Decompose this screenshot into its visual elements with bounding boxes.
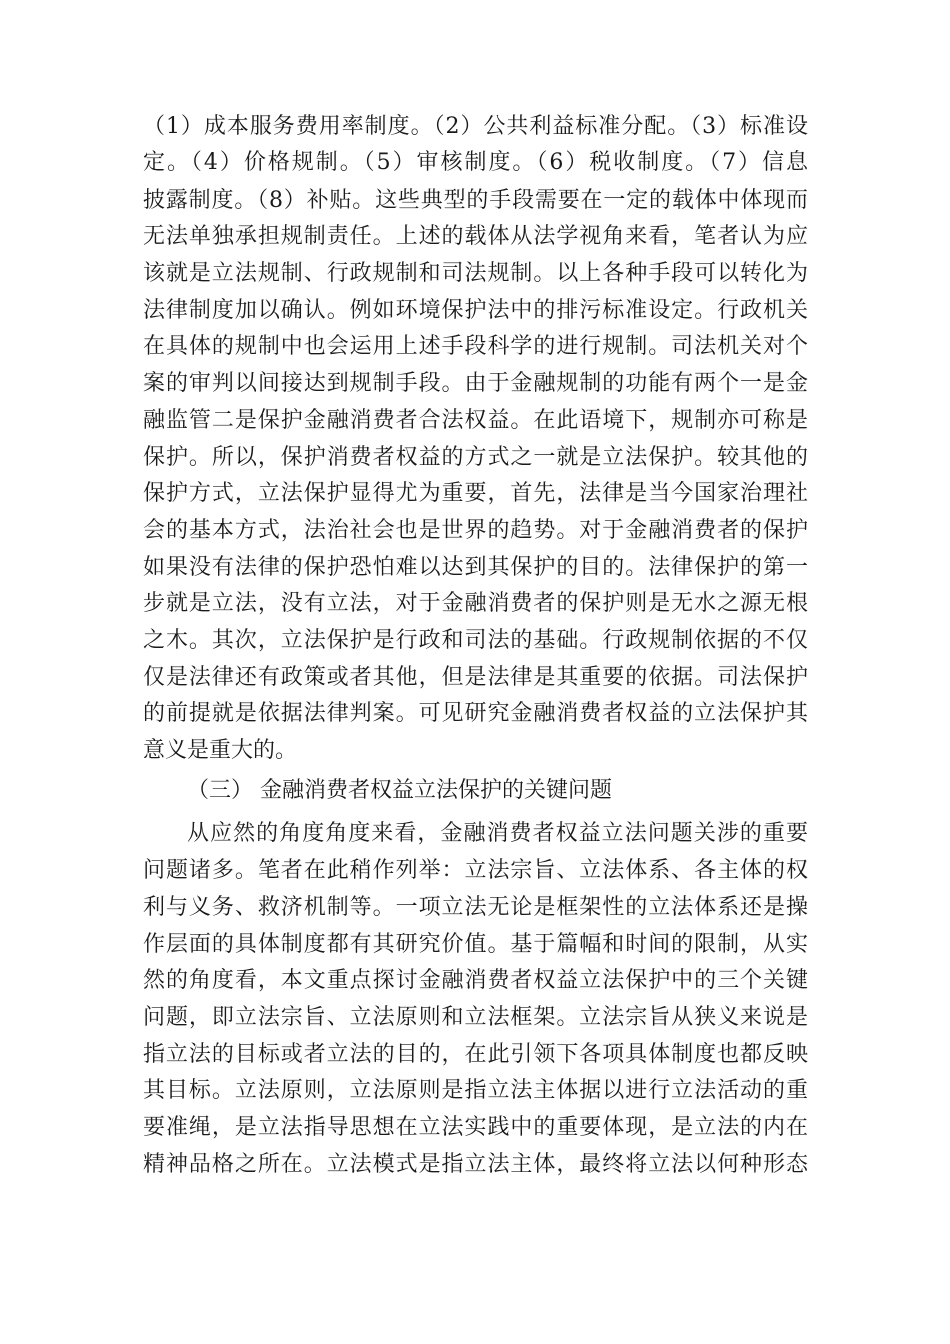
section-heading: （三） 金融消费者权益立法保护的关键问题 — [187, 778, 612, 803]
text-line: 精神品格之所在。立法模式是指立法主体，最终将立法以何种形态 — [143, 1152, 808, 1177]
text-line: 要准绳，是立法指导思想在立法实践中的重要体现，是立法的内在 — [143, 1115, 808, 1140]
text-line: 指立法的目标或者立法的目的，在此引领下各项具体制度也都反映 — [143, 1042, 808, 1067]
text-line: 该就是立法规制、行政规制和司法规制。以上各种手段可以转化为 — [143, 261, 808, 286]
text-line: 案的审判以间接达到规制手段。由于金融规制的功能有两个一是金 — [143, 371, 808, 396]
text-line: （1）成本服务费用率制度。（2）公共利益标准分配。（3）标准设 — [143, 114, 808, 139]
text-line: 保护。所以，保护消费者权益的方式之一就是立法保护。较其他的 — [143, 445, 808, 470]
text-line: 的前提就是依据法律判案。可见研究金融消费者权益的立法保护其 — [143, 701, 808, 726]
text-line: 问题，即立法宗旨、立法原则和立法框架。立法宗旨从狭义来说是 — [143, 1005, 808, 1030]
text-line: 其目标。立法原则，立法原则是指立法主体据以进行立法活动的重 — [143, 1078, 808, 1103]
text-line: 步就是立法，没有立法，对于金融消费者的保护则是无水之源无根 — [143, 591, 808, 616]
text-line: 定。（4）价格规制。（5）审核制度。（6）税收制度。（7）信息 — [143, 150, 808, 175]
text-line: 仅是法律还有政策或者其他，但是法律是其重要的依据。司法保护 — [143, 665, 808, 690]
text-line: 保护方式，立法保护显得尤为重要，首先，法律是当今国家治理社 — [143, 481, 808, 506]
text-line: 无法单独承担规制责任。上述的载体从法学视角来看，笔者认为应 — [143, 224, 808, 249]
text-line: 融监管二是保护金融消费者合法权益。在此语境下，规制亦可称是 — [143, 408, 808, 433]
text-line: 作层面的具体制度都有其研究价值。基于篇幅和时间的限制，从实 — [143, 932, 808, 957]
text-line: 问题诸多。笔者在此稍作列举：立法宗旨、立法体系、各主体的权 — [143, 858, 808, 883]
text-line: 披露制度。（8）补贴。这些典型的手段需要在一定的载体中体现而 — [143, 188, 808, 213]
text-line: 如果没有法律的保护恐怕难以达到其保护的目的。法律保护的第一 — [143, 555, 808, 580]
text-line: 从应然的角度角度来看，金融消费者权益立法问题关涉的重要 — [187, 821, 808, 846]
text-line: 利与义务、救济机制等。一项立法无论是框架性的立法体系还是操 — [143, 895, 808, 920]
text-line: 之木。其次，立法保护是行政和司法的基础。行政规制依据的不仅 — [143, 628, 808, 653]
text-line: 法律制度加以确认。例如环境保护法中的排污标准设定。行政机关 — [143, 298, 808, 323]
text-line: 会的基本方式，法治社会也是世界的趋势。对于金融消费者的保护 — [143, 518, 808, 543]
text-line: 意义是重大的。 — [143, 738, 298, 763]
text-line: 然的角度看，本文重点探讨金融消费者权益立法保护中的三个关键 — [143, 968, 808, 993]
text-line: 在具体的规制中也会运用上述手段科学的进行规制。司法机关对个 — [143, 334, 808, 359]
